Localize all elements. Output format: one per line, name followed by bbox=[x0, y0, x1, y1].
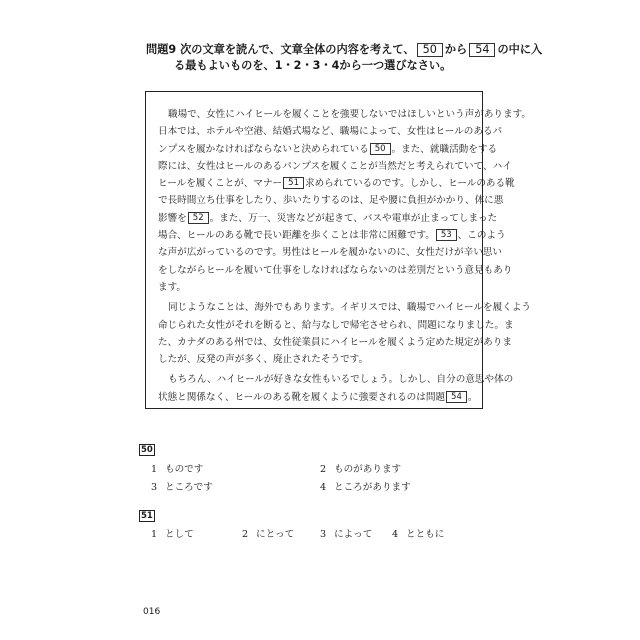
passage-paragraph-3 bbox=[158, 371, 514, 406]
blank-range-end: 54 bbox=[469, 43, 495, 57]
passage-line bbox=[158, 106, 532, 123]
passage-line bbox=[158, 141, 498, 158]
instruction-text: 次の文章を読んで、文章全体の内容を考えて、 bbox=[180, 43, 415, 56]
answer-blank-54: 54 bbox=[446, 391, 467, 403]
question-label: 問題9 bbox=[146, 43, 177, 56]
instruction-text: から bbox=[444, 43, 468, 56]
answer-blank-51: 51 bbox=[283, 177, 304, 189]
q50-option-3[interactable]: 3 ところです bbox=[151, 482, 213, 493]
passage-text: 場合、ヒールのある靴で長い距離を歩くことは非常に困難です。 bbox=[158, 230, 435, 242]
passage-line bbox=[158, 317, 514, 334]
passage-text: をしながらヒールを履いて仕事をしなければならないのは差別だという意見もあり bbox=[158, 264, 513, 276]
question-number-50: 50 bbox=[141, 445, 153, 455]
answer-blank-52: 52 bbox=[188, 212, 209, 224]
question-number-51: 51 bbox=[141, 511, 153, 521]
passage-text: な声が広がっているのです。男性はヒールを履かないのに、女性だけが辛い思い bbox=[158, 247, 503, 259]
question-instruction-line2: る最もよいものを、1・2・3・4から一つ選びなさい。 bbox=[174, 59, 452, 72]
passage-paragraph-1 bbox=[158, 106, 532, 296]
passage-line bbox=[158, 123, 503, 140]
passage-line bbox=[158, 158, 512, 175]
passage-line bbox=[158, 262, 513, 279]
answer-blank-53: 53 bbox=[436, 229, 457, 241]
passage-line bbox=[158, 244, 503, 261]
passage-text: 職場で、女性にハイヒールを履くことを強要しないではほしいという声があります。 bbox=[168, 109, 532, 120]
passage-text: 求められているのです。しかし、ヒールのある靴 bbox=[304, 178, 515, 190]
passage-text: 日本では、ホテルや空港、結婚式場など、職場によって、女性はヒールのあるパ bbox=[158, 126, 503, 138]
q50-option-2[interactable]: 2 ものがあります bbox=[320, 464, 402, 475]
passage-text: ます。 bbox=[158, 281, 187, 293]
passage-text: た、カナダのある州では、女性従業員にハイヒールを履くよう定めた規定がありま bbox=[158, 336, 512, 348]
blank-range-start: 50 bbox=[417, 43, 443, 57]
passage-text: したが、反発の声が多く、廃止されたそうです。 bbox=[158, 354, 369, 366]
passage-text: 。また、万一、災害などが起きて、バスや電車が止まってしまった bbox=[209, 212, 498, 224]
passage-text: 影響を bbox=[158, 212, 187, 224]
passage-text: ンプスを履かなければならないと決められている bbox=[158, 143, 369, 155]
passage-text: 際には、女性はヒールのあるパンプスを履くことが当然だと考えられていて、ハイ bbox=[158, 160, 512, 172]
passage-line bbox=[158, 192, 504, 209]
answer-blank-50: 50 bbox=[370, 143, 391, 155]
passage-line bbox=[158, 175, 515, 192]
q51-option-1[interactable]: 1 として bbox=[151, 529, 194, 540]
passage-line bbox=[158, 227, 506, 244]
passage-text: 命じられた女性がそれを断ると、給与なしで帰宅させられ、問題になりました。ま bbox=[158, 319, 514, 331]
q51-option-4[interactable]: 4 とともに bbox=[392, 529, 445, 540]
question-instruction bbox=[146, 42, 543, 74]
passage-text: 。 bbox=[467, 391, 478, 403]
passage-line bbox=[158, 299, 532, 316]
q50-option-4[interactable]: 4 ところがあります bbox=[320, 482, 411, 493]
passage-text: 。また、就職活動をする bbox=[391, 143, 498, 155]
q51-option-2[interactable]: 2 にとって bbox=[242, 529, 295, 540]
passage-text: もちろん、ハイヒールが好きな女性もいるでしょう。しかし、自分の意思や体の bbox=[168, 374, 514, 386]
passage-paragraph-2 bbox=[158, 299, 532, 368]
q51-option-3[interactable]: 3 によって bbox=[320, 529, 373, 540]
passage-text: 状態と関係なく、ヒールのある靴を履くように強要されるのは問題 bbox=[158, 391, 446, 403]
passage-text: 、このよう bbox=[457, 230, 506, 242]
page-number: 016 bbox=[143, 607, 161, 617]
passage-line bbox=[158, 389, 478, 406]
passage-text: ヒールを履くことが、マナー bbox=[158, 178, 283, 190]
reading-passage bbox=[145, 91, 532, 409]
passage-line bbox=[158, 371, 514, 388]
passage-text: 同じようなことは、海外でもあります。イギリスでは、職場でハイヒールを履くよう bbox=[168, 302, 532, 314]
instruction-text: の中に入 bbox=[497, 43, 543, 56]
q50-option-1[interactable]: 1 ものです bbox=[151, 464, 204, 475]
passage-line bbox=[158, 279, 470, 296]
question-instruction-line1 bbox=[146, 42, 543, 58]
passage-line bbox=[158, 334, 512, 351]
passage-line bbox=[158, 351, 470, 368]
passage-text: で長時間立ち仕事をしたり、歩いたりするのは、足や腰に負担がかかり、体に悪 bbox=[158, 195, 504, 207]
passage-line bbox=[158, 210, 498, 227]
